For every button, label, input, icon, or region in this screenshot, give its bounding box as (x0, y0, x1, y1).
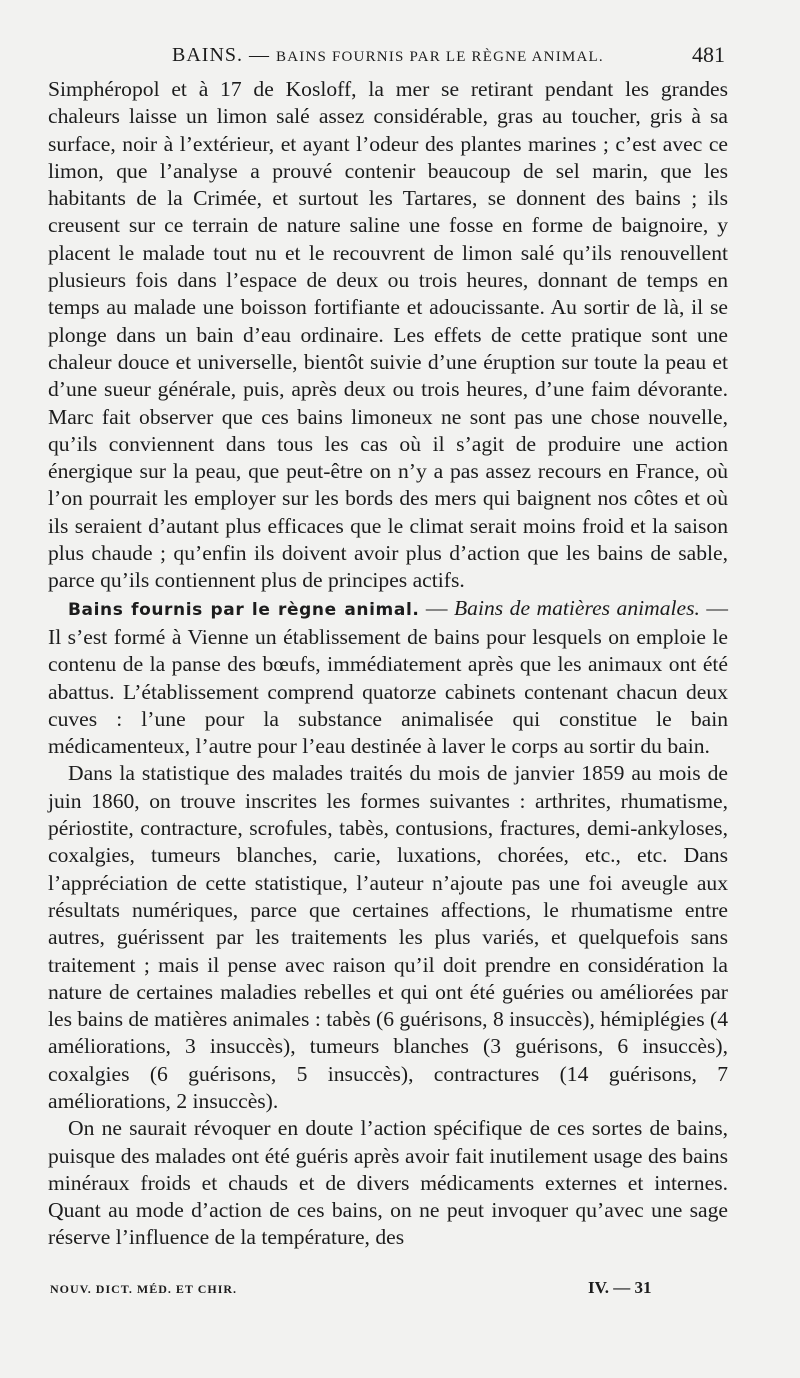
page-body (48, 76, 728, 1252)
page-header (0, 40, 800, 70)
running-head-main: BAINS. (172, 44, 244, 66)
footer-signature-mark: IV. — 31 (588, 1278, 652, 1297)
paragraph-limon-baths: Simphéropol et à 17 de Kosloff, la mer se retirant pendant les grandes chaleurs laisse un limon salé assez considérable, gras au toucher, gris à sa surface, noir à l’extérieur, et ayant l’odeur des plantes marines ; c’est avec ce limon, que l’analyse a prouvé contenir beaucoup de sel marin, que les habitants de la Crimée, et surtout les Tartares, se donnent des bains ; ils creusent sur ce terrain de nature saline une fosse en forme de baignoire, y placent le malade tout nu et le recouvrent de limon salé qu’ils renouvellent plusieurs fois dans l’espace de deux ou trois heures, donnant de temps en temps au malade une boisson fortifiante et adoucissante. Au sortir de là, il se plonge dans un bain d’eau ordinaire. Les effets de cette pratique sont une chaleur douce et universelle, bientôt suivie d’une éruption sur toute la peau et d’une sueur générale, puis, après deux ou trois heures, d’une faim dévorante. Marc fait observer que ces bains limoneux ne sont pas une chose nouvelle, qu’ils conviennent dans tous les cas où il s’agit de produire une action énergique sur la peau, que peut-être on n’y a pas assez recours en France, où l’on pourrait les employer sur les bords des mers qui baignent nos côtes et où ils seraient d’autant plus efficaces que le climat serait moins froid et la saison plus chaude ; qu’enfin ils doivent avoir plus d’action que les bains de sable, parce qu’ils contiennent plus de principes actifs. (48, 77, 728, 593)
section-heading-dash: — (419, 595, 454, 620)
page-number: 481 (692, 42, 725, 67)
running-head-separator: — (243, 44, 277, 66)
running-head-subtitle: BAINS FOURNIS PAR LE RÈGNE ANIMAL. (276, 49, 604, 65)
paragraph-animal-baths (48, 595, 728, 761)
running-head (172, 44, 604, 67)
section-subheading: Bains de matières animales. (453, 595, 700, 620)
section-text: — Il s’est formé à Vienne un établissement de bains pour lesquels on emploie le contenu de la panse des bœufs, immédiatement après que les animaux ont été abattus. L’établissement comprend quatorze cabinets contenant chacun deux cuves : l’une pour la substance animalisée qui constitue le bain médicamenteux, l’autre pour l’eau destinée à laver le corps au sortir du bain. (48, 595, 728, 759)
paragraph-action: On ne saurait révoquer en doute l’action spécifique de ces sortes de bains, puisque des malades ont été guéris après avoir fait inutilement usage des bains minéraux froids et chauds et de divers médicaments externes et internes. Quant au mode d’action de ces bains, on ne peut invoquer qu’avec une sage réserve l’influence de la température, des (48, 1116, 728, 1250)
section-heading: Bains fournis par le règne animal. (68, 599, 420, 620)
page-footer (0, 1278, 800, 1302)
footer-signature: NOUV. DICT. MÉD. ET CHIR. (50, 1282, 238, 1296)
paragraph-statistics: Dans la statistique des malades traités du mois de janvier 1859 au mois de juin 1860, on trouve inscrites les formes suivantes : arthrites, rhumatisme, périostite, contracture, scrofules, tabès, contusions, fractures, demi-ankyloses, coxalgies, tumeurs blanches, carie, luxations, chorées, etc., etc. Dans l’appréciation de cette statistique, l’auteur n’ajoute pas une foi aveugle aux résultats numériques, parce que certaines affections, le rhumatisme entre autres, guérissent par les traitements les plus variés, et quelquefois sans traitement ; mais il pense avec raison qu’il doit prendre en considération la nature de certaines maladies rebelles et qui ont été guéries ou améliorées par les bains de matières animales : tabès (6 guérisons, 8 insuccès), hémiplégies (4 améliorations, 3 insuccès), tumeurs blanches (3 guérisons, 6 insuccès), coxalgies (6 guérisons, 5 insuccès), contractures (14 guérisons, 7 améliorations, 2 insuccès). (48, 761, 729, 1113)
